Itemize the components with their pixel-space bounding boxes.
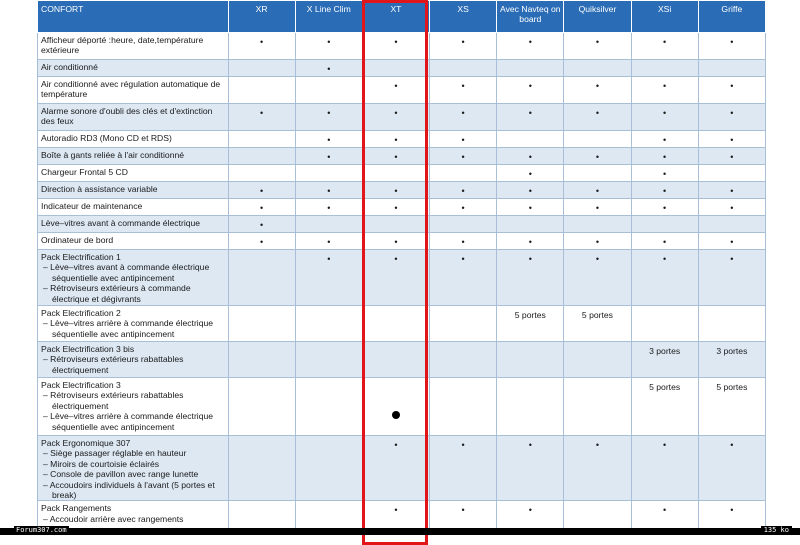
feature-sub-item: – Lève–vitres arrière à commande électrique séquentielle avec antipincement bbox=[43, 411, 214, 432]
feature-cell bbox=[38, 33, 229, 60]
availability-cell bbox=[228, 77, 295, 104]
availability-dot: • bbox=[497, 250, 564, 306]
feature-label: Chargeur Frontal 5 CD bbox=[41, 167, 128, 177]
availability-cell bbox=[564, 342, 631, 378]
availability-dot: • bbox=[295, 33, 362, 60]
availability-cell: 5 portes bbox=[497, 306, 564, 342]
feature-cell bbox=[38, 199, 229, 216]
feature-label: Pack Electrification 1 bbox=[41, 252, 121, 262]
availability-dot: • bbox=[362, 501, 429, 531]
availability-dot: • bbox=[631, 77, 698, 104]
table-row bbox=[38, 436, 766, 501]
availability-dot: • bbox=[631, 148, 698, 165]
availability-dot: • bbox=[631, 131, 698, 148]
availability-dot: • bbox=[362, 104, 429, 131]
feature-cell bbox=[38, 216, 229, 233]
availability-dot: • bbox=[295, 233, 362, 250]
table-row bbox=[38, 199, 766, 216]
table-row bbox=[38, 33, 766, 60]
feature-cell bbox=[38, 77, 229, 104]
availability-cell bbox=[228, 342, 295, 378]
feature-label: Pack Electrification 2 bbox=[41, 308, 121, 318]
availability-cell: 5 portes bbox=[698, 378, 765, 436]
availability-dot: • bbox=[564, 436, 631, 501]
availability-dot: • bbox=[497, 199, 564, 216]
availability-cell bbox=[228, 306, 295, 342]
availability-cell bbox=[497, 216, 564, 233]
availability-cell bbox=[497, 378, 564, 436]
availability-dot: • bbox=[362, 33, 429, 60]
column-header-trim: XSi bbox=[631, 1, 698, 33]
feature-label: Indicateur de maintenance bbox=[41, 201, 143, 211]
availability-dot: • bbox=[430, 33, 497, 60]
availability-dot: • bbox=[497, 148, 564, 165]
availability-dot: • bbox=[430, 182, 497, 199]
availability-cell bbox=[228, 378, 295, 436]
availability-cell bbox=[295, 216, 362, 233]
availability-cell bbox=[362, 60, 429, 77]
table-row bbox=[38, 148, 766, 165]
availability-cell bbox=[228, 250, 295, 306]
availability-cell: 3 portes bbox=[698, 342, 765, 378]
availability-dot: • bbox=[430, 148, 497, 165]
availability-dot: • bbox=[362, 131, 429, 148]
column-header-trim: Griffe bbox=[698, 1, 765, 33]
feature-cell bbox=[38, 342, 229, 378]
column-header-trim: XS bbox=[430, 1, 497, 33]
availability-cell bbox=[564, 216, 631, 233]
availability-dot: • bbox=[497, 33, 564, 60]
feature-label: Pack Electrification 3 bis bbox=[41, 344, 135, 354]
feature-sub-item: – Lève–vitres avant à commande électrique séquentielle avec antipincement bbox=[43, 262, 210, 283]
feature-sub-item: – Rétroviseurs extérieurs rabattables électriquement bbox=[43, 390, 184, 411]
table-row bbox=[38, 216, 766, 233]
watermark: Forum307.com bbox=[16, 526, 67, 534]
availability-dot: • bbox=[564, 182, 631, 199]
feature-cell bbox=[38, 436, 229, 501]
feature-sub-item: – Lève–vitres arrière à commande électrique séquentielle avec antipincement bbox=[43, 318, 214, 339]
feature-label: Air conditionné bbox=[41, 62, 98, 72]
availability-dot: • bbox=[631, 501, 698, 531]
availability-dot: • bbox=[430, 104, 497, 131]
availability-cell bbox=[698, 60, 765, 77]
availability-cell bbox=[362, 378, 429, 436]
availability-dot: • bbox=[497, 165, 564, 182]
availability-dot: • bbox=[564, 104, 631, 131]
availability-cell bbox=[430, 165, 497, 182]
feature-cell bbox=[38, 104, 229, 131]
availability-dot: • bbox=[698, 501, 765, 531]
availability-dot: • bbox=[228, 182, 295, 199]
image-footer-bar bbox=[0, 528, 800, 535]
table-row bbox=[38, 233, 766, 250]
availability-dot: • bbox=[564, 250, 631, 306]
column-header-category: CONFORT bbox=[38, 1, 229, 33]
availability-dot: • bbox=[362, 233, 429, 250]
availability-dot: • bbox=[295, 199, 362, 216]
availability-dot: • bbox=[698, 233, 765, 250]
column-header-trim: Quiksilver bbox=[564, 1, 631, 33]
availability-cell bbox=[295, 77, 362, 104]
feature-sub-item: – Console de pavillon avec range lunette bbox=[43, 469, 199, 480]
feature-cell bbox=[38, 378, 229, 436]
availability-dot: • bbox=[295, 148, 362, 165]
feature-label: Ordinateur de bord bbox=[41, 235, 114, 245]
availability-cell bbox=[631, 216, 698, 233]
availability-cell bbox=[228, 60, 295, 77]
availability-cell bbox=[430, 342, 497, 378]
availability-dot: • bbox=[362, 182, 429, 199]
availability-cell: 5 portes bbox=[564, 306, 631, 342]
availability-dot: • bbox=[430, 77, 497, 104]
feature-sub-item: – Accoudoir arrière avec rangements bbox=[43, 513, 184, 524]
feature-cell bbox=[38, 60, 229, 77]
table-row bbox=[38, 60, 766, 77]
column-header-trim: X Line Clim bbox=[295, 1, 362, 33]
availability-cell bbox=[228, 501, 295, 531]
availability-dot: • bbox=[631, 250, 698, 306]
marker-dot bbox=[392, 411, 400, 419]
availability-cell bbox=[497, 131, 564, 148]
availability-cell bbox=[362, 165, 429, 182]
availability-dot: • bbox=[698, 131, 765, 148]
table-header-row bbox=[38, 1, 766, 33]
availability-cell bbox=[698, 216, 765, 233]
availability-dot: • bbox=[631, 233, 698, 250]
availability-dot: • bbox=[564, 199, 631, 216]
availability-cell bbox=[430, 306, 497, 342]
availability-dot: • bbox=[430, 199, 497, 216]
availability-dot: • bbox=[362, 77, 429, 104]
availability-dot: • bbox=[497, 104, 564, 131]
availability-dot: • bbox=[564, 148, 631, 165]
availability-dot: • bbox=[295, 131, 362, 148]
availability-cell bbox=[497, 342, 564, 378]
file-size-label: 135 ko bbox=[761, 526, 792, 535]
availability-cell bbox=[564, 131, 631, 148]
availability-dot: • bbox=[631, 33, 698, 60]
table-row bbox=[38, 250, 766, 306]
feature-cell bbox=[38, 148, 229, 165]
feature-sub-item: – Siège passager réglable en hauteur bbox=[43, 448, 187, 459]
feature-sub-item: – Rétroviseurs extérieurs à commande électrique et dégivrants bbox=[43, 283, 191, 304]
availability-cell bbox=[430, 216, 497, 233]
feature-label: Air conditionné avec régulation automatique de température bbox=[41, 79, 221, 100]
availability-dot: • bbox=[228, 199, 295, 216]
availability-dot: • bbox=[497, 501, 564, 531]
availability-dot: • bbox=[698, 199, 765, 216]
feature-label: Direction à assistance variable bbox=[41, 184, 158, 194]
availability-cell bbox=[631, 60, 698, 77]
table-row bbox=[38, 104, 766, 131]
availability-dot: • bbox=[698, 104, 765, 131]
availability-dot: • bbox=[497, 182, 564, 199]
feature-label: Alarme sonore d'oubli des clés et d'extinction des feux bbox=[41, 106, 213, 127]
availability-dot: • bbox=[228, 233, 295, 250]
availability-dot: • bbox=[430, 501, 497, 531]
availability-dot: • bbox=[430, 436, 497, 501]
availability-dot: • bbox=[497, 77, 564, 104]
availability-cell bbox=[295, 501, 362, 531]
availability-dot: • bbox=[362, 250, 429, 306]
availability-cell bbox=[362, 216, 429, 233]
availability-dot: • bbox=[698, 33, 765, 60]
availability-cell: 3 portes bbox=[631, 342, 698, 378]
availability-cell bbox=[698, 165, 765, 182]
feature-cell bbox=[38, 182, 229, 199]
availability-cell bbox=[362, 342, 429, 378]
column-header-trim: XR bbox=[228, 1, 295, 33]
availability-dot: • bbox=[228, 33, 295, 60]
table-row bbox=[38, 342, 766, 378]
availability-dot: • bbox=[362, 199, 429, 216]
availability-cell bbox=[430, 378, 497, 436]
table-row bbox=[38, 378, 766, 436]
feature-label: Lève–vitres avant à commande électrique bbox=[41, 218, 201, 228]
table-row bbox=[38, 182, 766, 199]
availability-cell bbox=[564, 501, 631, 531]
availability-dot: • bbox=[295, 250, 362, 306]
availability-cell bbox=[564, 378, 631, 436]
column-header-trim: XT bbox=[362, 1, 429, 33]
availability-cell bbox=[295, 306, 362, 342]
availability-cell bbox=[295, 378, 362, 436]
availability-cell bbox=[631, 306, 698, 342]
availability-dot: • bbox=[698, 148, 765, 165]
feature-label: Boîte à gants reliée à l'air conditionné bbox=[41, 150, 185, 160]
confort-equipment-table bbox=[37, 0, 766, 531]
availability-dot: • bbox=[430, 233, 497, 250]
feature-cell bbox=[38, 233, 229, 250]
availability-dot: • bbox=[228, 104, 295, 131]
column-header-trim: Avec Navteq on board bbox=[497, 1, 564, 33]
availability-dot: • bbox=[631, 165, 698, 182]
availability-cell bbox=[430, 60, 497, 77]
availability-cell bbox=[698, 306, 765, 342]
availability-cell bbox=[295, 165, 362, 182]
table-body bbox=[38, 33, 766, 531]
availability-dot: • bbox=[631, 182, 698, 199]
availability-cell bbox=[228, 436, 295, 501]
availability-dot: • bbox=[698, 250, 765, 306]
availability-cell bbox=[362, 306, 429, 342]
availability-cell: 5 portes bbox=[631, 378, 698, 436]
availability-dot: • bbox=[631, 199, 698, 216]
availability-dot: • bbox=[295, 182, 362, 199]
availability-dot: • bbox=[497, 436, 564, 501]
availability-cell bbox=[228, 148, 295, 165]
availability-dot: • bbox=[295, 104, 362, 131]
feature-label: Pack Ergonomique 307 bbox=[41, 438, 131, 448]
feature-sub-item: – Rétroviseurs extérieurs rabattables électriquement bbox=[43, 354, 184, 375]
feature-label: Pack Electrification 3 bbox=[41, 380, 121, 390]
feature-sub-item: – Accoudoirs individuels à l'avant (5 portes et break) bbox=[43, 479, 215, 501]
table-row bbox=[38, 306, 766, 342]
feature-label: Autoradio RD3 (Mono CD et RDS) bbox=[41, 133, 172, 143]
availability-cell bbox=[228, 131, 295, 148]
table-row bbox=[38, 77, 766, 104]
feature-label: Pack Rangements bbox=[41, 503, 112, 514]
availability-cell bbox=[295, 342, 362, 378]
availability-cell bbox=[564, 165, 631, 182]
table-row bbox=[38, 501, 766, 531]
availability-dot: • bbox=[631, 436, 698, 501]
feature-cell bbox=[38, 165, 229, 182]
availability-dot: • bbox=[295, 60, 362, 77]
availability-dot: • bbox=[362, 148, 429, 165]
availability-dot: • bbox=[430, 250, 497, 306]
availability-dot: • bbox=[564, 33, 631, 60]
feature-sub-item: – Miroirs de courtoisie éclairés bbox=[43, 458, 160, 469]
availability-dot: • bbox=[698, 182, 765, 199]
table-row bbox=[38, 165, 766, 182]
availability-cell bbox=[228, 165, 295, 182]
availability-dot: • bbox=[698, 77, 765, 104]
feature-cell bbox=[38, 306, 229, 342]
availability-dot: • bbox=[430, 131, 497, 148]
availability-dot: • bbox=[564, 77, 631, 104]
feature-cell bbox=[38, 131, 229, 148]
availability-dot: • bbox=[564, 233, 631, 250]
table-row bbox=[38, 131, 766, 148]
availability-dot: • bbox=[228, 216, 295, 233]
availability-cell bbox=[497, 60, 564, 77]
feature-cell bbox=[38, 250, 229, 306]
availability-dot: • bbox=[362, 436, 429, 501]
feature-label: Afficheur déporté :heure, date,température extérieure bbox=[41, 35, 204, 56]
availability-dot: • bbox=[698, 436, 765, 501]
availability-dot: • bbox=[497, 233, 564, 250]
availability-cell bbox=[564, 60, 631, 77]
availability-cell bbox=[295, 436, 362, 501]
availability-dot: • bbox=[631, 104, 698, 131]
